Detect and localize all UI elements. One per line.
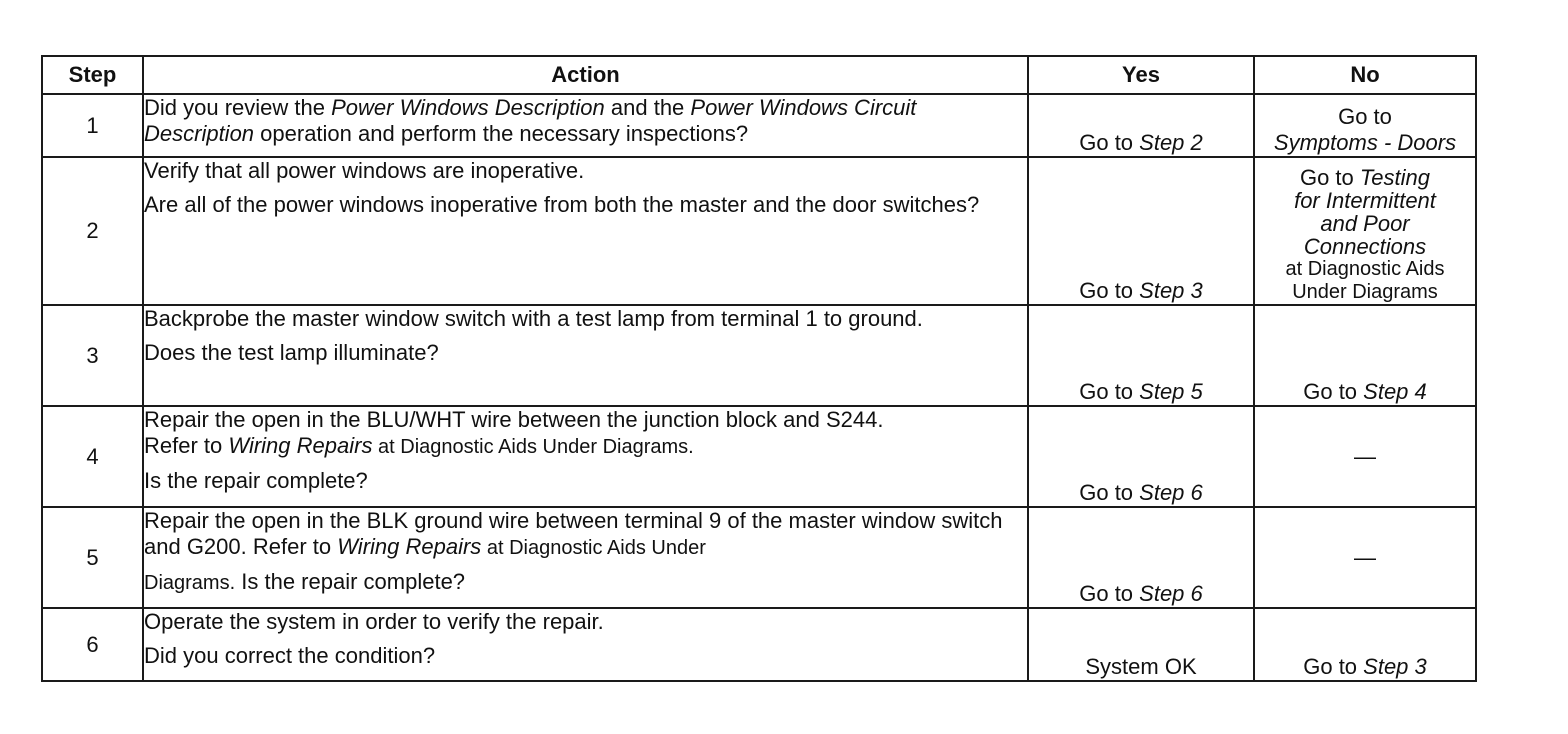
table-row-step-6 xyxy=(42,608,1476,681)
step-reference: Step 6 xyxy=(1139,581,1203,606)
no-line: for Intermittent xyxy=(1294,188,1436,213)
yes-cell xyxy=(1028,507,1254,608)
diagnostic-table xyxy=(41,55,1477,682)
yes-prefix: Go to xyxy=(1079,278,1140,303)
yes-cell xyxy=(1028,305,1254,406)
symptoms-reference: Symptoms - Doors xyxy=(1273,130,1457,155)
no-line: at Diagnostic Aids xyxy=(1285,258,1445,280)
table-row-step-1 xyxy=(42,94,1476,157)
table-row-step-2 xyxy=(42,157,1476,305)
action-text-part: and the xyxy=(604,95,691,120)
action-text xyxy=(144,407,1027,460)
no-cell xyxy=(1254,406,1476,507)
action-cell xyxy=(143,157,1028,305)
header-no: No xyxy=(1254,56,1476,94)
step-reference: Step 4 xyxy=(1363,379,1427,404)
testing-reference: Testing xyxy=(1359,165,1431,190)
action-text-part: Diagrams. xyxy=(144,572,236,594)
action-cell xyxy=(143,94,1028,157)
no-cell xyxy=(1254,305,1476,406)
no-prefix: Go to xyxy=(1303,379,1364,404)
action-text-part: operation and perform the necessary inspections? xyxy=(254,121,749,146)
table-row-step-5 xyxy=(42,507,1476,608)
action-text-part: Is the repair complete? xyxy=(235,569,466,594)
yes-cell xyxy=(1028,94,1254,157)
no-prefix: Go to xyxy=(1299,165,1360,190)
action-text: Backprobe the master window switch with a test lamp from terminal 1 to ground. xyxy=(144,306,923,331)
step-reference: Step 3 xyxy=(1139,278,1203,303)
document-reference: Power Windows Description xyxy=(331,95,605,120)
step-number: 2 xyxy=(42,157,143,305)
action-question: Does the test lamp illuminate? xyxy=(144,340,439,365)
header-action: Action xyxy=(143,56,1028,94)
step-reference: Step 2 xyxy=(1139,130,1203,155)
yes-cell xyxy=(1028,406,1254,507)
yes-prefix: Go to xyxy=(1079,379,1140,404)
no-cell xyxy=(1254,94,1476,157)
no-cell xyxy=(1254,608,1476,681)
no-cell xyxy=(1254,507,1476,608)
action-text: Operate the system in order to verify the repair. xyxy=(144,609,604,634)
yes-prefix: Go to xyxy=(1079,130,1140,155)
action-text-part: at Diagnostic Aids Under Diagrams. xyxy=(372,436,694,458)
yes-cell xyxy=(1028,608,1254,681)
document-reference: Wiring Repairs xyxy=(337,534,482,559)
step-reference: Step 6 xyxy=(1139,480,1203,505)
step-number: 5 xyxy=(42,507,143,608)
no-dash: — xyxy=(1354,443,1376,469)
yes-prefix: Go to xyxy=(1079,581,1140,606)
action-cell xyxy=(143,507,1028,608)
action-question: Are all of the power windows inoperative from both the master and the door switches? xyxy=(144,192,980,217)
no-line: Go to xyxy=(1338,104,1392,129)
action-cell xyxy=(143,305,1028,406)
document-reference: Wiring Repairs xyxy=(228,433,373,458)
document-reference: Power Windows Circuit Description xyxy=(144,95,917,146)
header-step: Step xyxy=(42,56,143,94)
step-reference: Step 5 xyxy=(1139,379,1203,404)
yes-cell xyxy=(1028,157,1254,305)
action-cell xyxy=(143,608,1028,681)
yes-prefix: Go to xyxy=(1079,480,1140,505)
action-question xyxy=(144,569,1027,596)
table-row-step-4 xyxy=(42,406,1476,507)
action-text xyxy=(144,95,1027,147)
no-line: Connections xyxy=(1303,234,1427,259)
header-yes: Yes xyxy=(1028,56,1254,94)
yes-result: System OK xyxy=(1085,654,1197,679)
table-header-row xyxy=(42,56,1476,94)
action-cell xyxy=(143,406,1028,507)
table-row-step-3 xyxy=(42,305,1476,406)
action-text: Verify that all power windows are inoperative. xyxy=(144,158,585,183)
step-number: 4 xyxy=(42,406,143,507)
step-number: 1 xyxy=(42,94,143,157)
action-text xyxy=(144,508,1027,561)
action-text-part: at Diagnostic Aids Under xyxy=(481,537,706,559)
step-number: 3 xyxy=(42,305,143,406)
no-line: Under Diagrams xyxy=(1292,281,1438,303)
action-question: Is the repair complete? xyxy=(144,468,368,493)
action-text-part: Did you review the xyxy=(144,95,332,120)
no-prefix: Go to xyxy=(1303,654,1364,679)
no-line: and Poor xyxy=(1320,211,1410,236)
no-cell xyxy=(1254,157,1476,305)
action-text-part: Repair the open in the BLK ground wire between terminal 9 of the master window switch and G200. Refer to xyxy=(144,508,1003,559)
action-question: Did you correct the condition? xyxy=(144,643,436,668)
action-text-part: Refer to xyxy=(144,433,229,458)
step-reference: Step 3 xyxy=(1363,654,1427,679)
action-text-part: Repair the open in the BLU/WHT wire between the junction block and S244. xyxy=(144,407,884,432)
step-number: 6 xyxy=(42,608,143,681)
no-dash: — xyxy=(1354,544,1376,570)
